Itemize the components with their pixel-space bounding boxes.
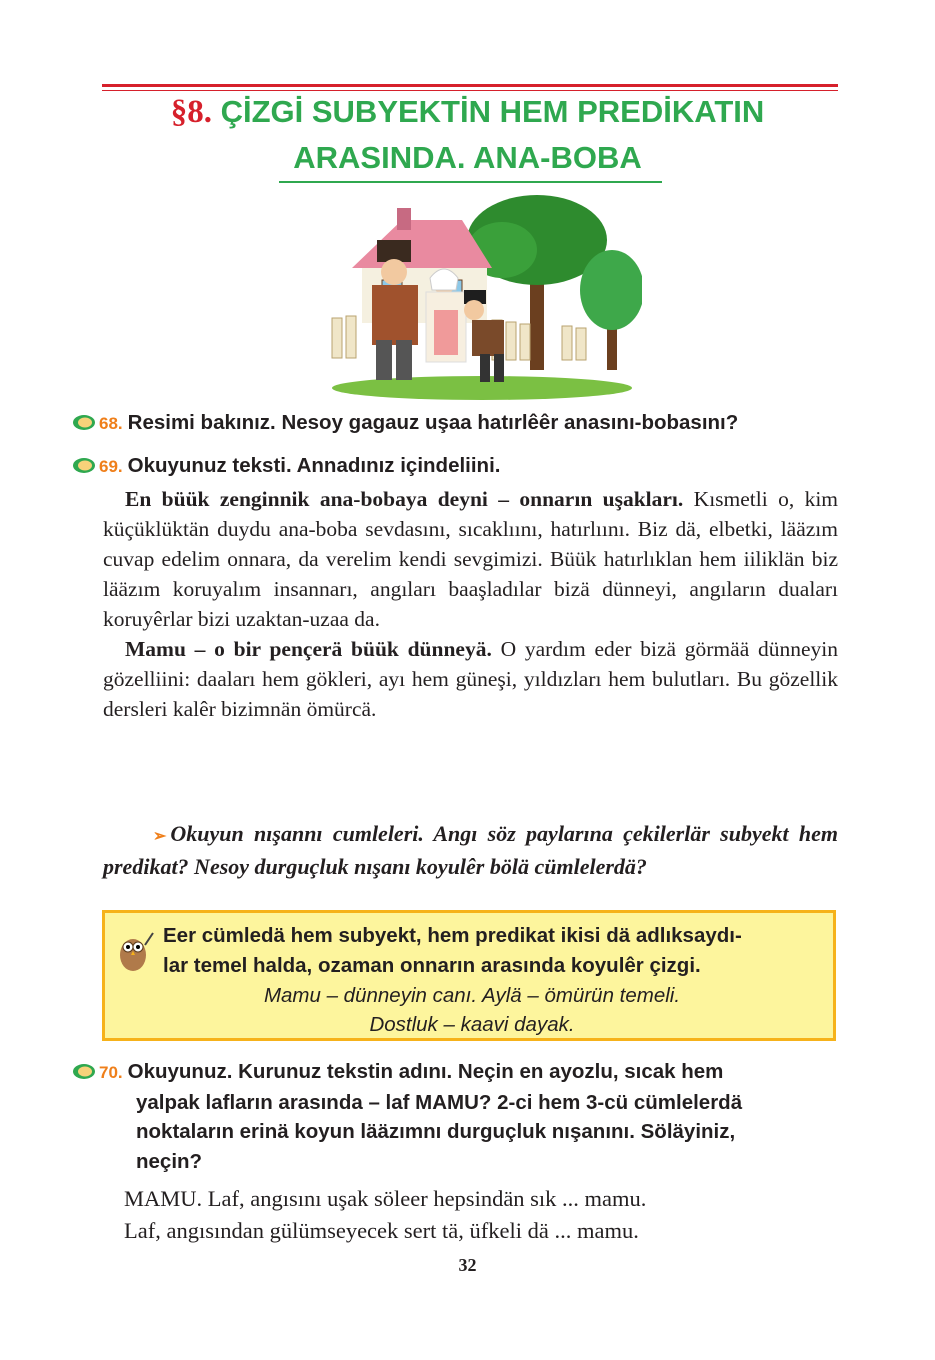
exercise-line-1: MAMU. Laf, angısını uşak söleer hepsindän sık ... mamu.	[124, 1186, 647, 1211]
rule-line-1: Eer cümledä hem subyekt, hem predikat ikisi dä adlıksaydı-	[163, 924, 742, 947]
task-bullet-icon	[72, 1063, 96, 1080]
task-68	[72, 408, 738, 438]
task-70-line-1: Okuyunuz. Kurunuz tekstin adını. Neçin en ayozlu, sıcak hem	[127, 1060, 724, 1083]
task-70-line-4: neçin?	[136, 1149, 203, 1173]
paragraph-1-lead: En büük zenginnik ana-bobaya deyni – onnarın uşakları.	[125, 487, 684, 511]
title-underline	[279, 181, 662, 183]
task-69	[72, 451, 500, 481]
paragraph-2-lead: Mamu – o bir pençerä büük dünneyä.	[125, 637, 492, 661]
section-number: §8.	[170, 94, 212, 130]
grammar-rule-box	[102, 910, 836, 1041]
page-number: 32	[458, 1255, 477, 1275]
paragraph-2	[103, 634, 838, 724]
paragraph-1	[103, 484, 838, 634]
task-70	[72, 1057, 842, 1176]
exercise-line-2: Laf, angısından gülümseyecek sert tä, üfkeli dä ... mamu.	[124, 1218, 639, 1243]
task-text: Okuyunuz teksti. Annadınız içindeliini.	[127, 454, 501, 477]
question-block	[103, 819, 838, 882]
rule-text	[163, 921, 823, 981]
task-text: Resimi bakınız. Nesoy gagauz uşaa hatırlêêr anasını-bobasını?	[127, 411, 739, 434]
rule-example-2: Dostluk – kaavi dayak.	[369, 1013, 575, 1036]
task-70-line-2: yalpak lafların arasında – laf MAMU? 2-ci hem 3-cü cümlelerdä	[136, 1090, 743, 1114]
rule-example-1: Mamu – dünneyin canı. Aylä – ömürün temeli.	[263, 984, 681, 1007]
task-bullet-icon	[72, 414, 96, 431]
page-title	[60, 90, 875, 134]
title-line-1: ÇİZGİ SUBYEKTİN HEM PREDİKATIN	[220, 94, 765, 129]
task-number: 68.	[99, 414, 123, 433]
task-bullet-icon	[72, 457, 96, 474]
exercise-text	[124, 1183, 646, 1247]
task-number: 69.	[99, 457, 123, 476]
reading-text	[103, 484, 838, 724]
question-text: Okuyun nışannı cumleleri. Angı söz paylarına çekilerlär subyekt hem predikat? Nesoy durguçluk nışanı koyulêr bölä cümlelerdä?	[103, 821, 838, 879]
task-number: 70.	[99, 1063, 123, 1082]
rule-line-2: lar temel halda, ozaman onnarın arasında koyulêr çizgi.	[163, 954, 701, 977]
header-rule-top	[102, 84, 838, 87]
family-illustration	[322, 190, 642, 402]
arrow-icon: ➢	[153, 828, 167, 845]
page-title-line-2: ARASINDA. ANA-BOBA	[293, 140, 642, 175]
owl-icon	[115, 925, 155, 975]
paragraph-1-body: Kısmetli o, kim küçüklüktän duydu ana-boba sevdasını, sıcaklıını, hatırlıını. Biz dä, elbetki, lääzım cuvap edelim onnara, da verelim kendi sevgimizi. Büük hatırlıklan hem iiliklän biz lääzım koruyalım insannarı, angıları baaşladılar bizä dünneyi, angıların duaları koruyêrlar bizi uzaktan-uzaa da.	[103, 487, 839, 631]
paragraph-2-body: O yardım eder bizä görmää dünneyin gözelliini: daaları hem gökleri, ayı hem güneşi, yıldızları hem bulutları. Bu gözellik dersleri kalêr bizimnän ömürcä.	[103, 637, 838, 721]
task-70-line-3: noktaların erinä koyun lääzımnı durguçluk nışanını. Söläyiniz,	[136, 1120, 736, 1143]
